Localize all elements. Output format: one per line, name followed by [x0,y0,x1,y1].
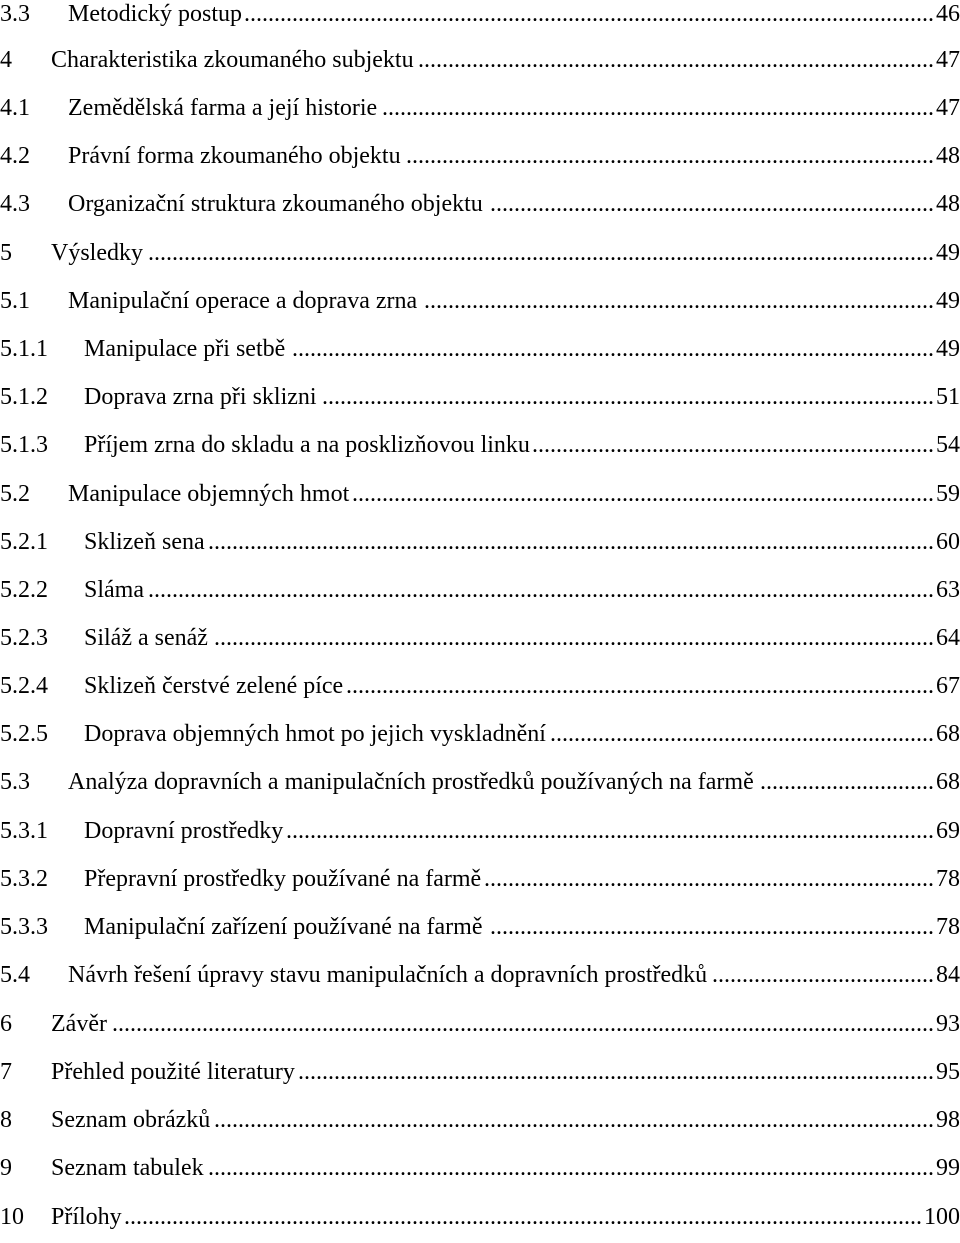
toc-entry-title: Sklizeň sena [84,529,205,555]
toc-entry[interactable] [0,913,960,953]
toc-entry-number: 5.2.5 [0,721,48,747]
dot-leader: ........................................................................... [484,866,934,892]
toc-entry-number: 8 [0,1107,12,1133]
dot-leader: ................................................................................................. [352,481,934,507]
dot-leader: ........................................................................................................... [292,336,934,362]
dot-leader: ........................................................................................................................ [214,625,934,651]
toc-entry-page: 99 [936,1155,960,1181]
toc-entry-page: 63 [936,577,960,603]
toc-entry-title: Manipulační zařízení používané na farmě [84,914,483,940]
toc-entry-number: 5.2.1 [0,529,48,555]
toc-entry[interactable] [0,624,960,664]
dot-leader: ..................................................................................................................................... [124,1204,922,1230]
toc-entry-title: Doprava zrna při sklizni [84,384,317,410]
toc-entry[interactable] [0,190,960,230]
toc-entry-number: 5.2 [0,481,30,507]
toc-entry-number: 5.3.1 [0,818,48,844]
toc-entry-page: 49 [936,336,960,362]
toc-entry-title: Sláma [84,577,144,603]
toc-entry[interactable] [0,287,960,327]
toc-entry[interactable] [0,431,960,471]
dot-leader: ...................................................................................... [418,47,934,73]
dot-leader: ................................................................................................................................... [148,240,934,266]
toc-entry-title: Manipulace při setbě [84,336,286,362]
toc-entry-number: 5.2.2 [0,577,48,603]
toc-entry-page: 64 [936,625,960,651]
toc-entry-number: 5.1.3 [0,432,48,458]
toc-entry[interactable] [0,383,960,423]
toc-entry-page: 54 [936,432,960,458]
dot-leader: ...................................................................................................... [322,384,934,410]
toc-entry-page: 78 [936,914,960,940]
toc-entry[interactable] [0,672,960,712]
dot-leader: ......................................................................................................................................... [112,1011,934,1037]
toc-entry-title: Manipulační operace a doprava zrna [68,288,418,314]
toc-entry[interactable] [0,1058,960,1098]
toc-entry[interactable] [0,865,960,905]
toc-entry-page: 46 [936,1,960,27]
dot-leader: ................................................................ [550,721,934,747]
toc-entry-title: Charakteristika zkoumaného subjektu [51,47,414,73]
toc-entry-number: 4.2 [0,143,30,169]
toc-entry-page: 84 [936,962,960,988]
toc-entry[interactable] [0,528,960,568]
dot-leader: .................................................................................................. [346,673,934,699]
toc-entry-title: Organizační struktura zkoumaného objektu [68,191,483,217]
dot-leader: .......................................................................... [490,914,934,940]
toc-entry[interactable] [0,817,960,857]
toc-entry[interactable] [0,1203,960,1243]
toc-entry[interactable] [0,961,960,1001]
toc-entry-title: Návrh řešení úpravy stavu manipulačních a dopravních prostředků [68,962,708,988]
toc-entry-title: Metodický postup [68,1,242,27]
toc-entry-page: 93 [936,1011,960,1037]
toc-entry[interactable] [0,46,960,86]
toc-entry-number: 5.1.2 [0,384,48,410]
toc-entry-title: Závěr [51,1011,107,1037]
toc-entry-title: Seznam tabulek [51,1155,204,1181]
dot-leader: ........................................................................................ [406,143,934,169]
toc-entry-title: Přepravní prostředky používané na farmě [84,866,482,892]
toc-entry-page: 51 [936,384,960,410]
toc-entry-title: Siláž a senáž [84,625,208,651]
toc-entry-number: 5.4 [0,962,30,988]
dot-leader: .......................................................................... [490,191,934,217]
toc-entry-page: 68 [936,769,960,795]
toc-entry-title: Právní forma zkoumaného objektu [68,143,401,169]
toc-entry-number: 5.1 [0,288,30,314]
toc-entry-number: 4 [0,47,12,73]
toc-entry[interactable] [0,0,960,40]
toc-entry-number: 3.3 [0,1,30,27]
toc-entry-number: 5.3 [0,769,30,795]
dot-leader: ............................................................................................ [382,95,934,121]
toc-entry-title: Sklizeň čerstvé zelené píce [84,673,344,699]
dot-leader: ......................................................................................................................... [208,529,934,555]
toc-entry-page: 78 [936,866,960,892]
toc-entry-number: 5.1.1 [0,336,48,362]
toc-entry-number: 4.3 [0,191,30,217]
toc-entry-title: Zemědělská farma a její historie [68,95,378,121]
toc-entry-title: Dopravní prostředky [84,818,284,844]
toc-entry-page: 47 [936,47,960,73]
toc-entry[interactable] [0,576,960,616]
dot-leader: ..................................... [712,962,934,988]
toc-entry[interactable] [0,720,960,760]
toc-entry-page: 98 [936,1107,960,1133]
toc-entry-number: 4.1 [0,95,30,121]
toc-entry-page: 48 [936,191,960,217]
dot-leader: ................................................................... [532,432,934,458]
toc-entry-page: 59 [936,481,960,507]
toc-entry[interactable] [0,335,960,375]
toc-entry-number: 6 [0,1011,12,1037]
dot-leader: ..................................................................................... [424,288,934,314]
toc-entry-number: 5.3.2 [0,866,48,892]
toc-entry-title: Výsledky [51,240,143,266]
toc-entry-title: Analýza dopravních a manipulačních prostředků používaných na farmě [68,769,754,795]
toc-entry-page: 100 [924,1204,960,1230]
dot-leader: ................................................................................................................................... [148,577,934,603]
dot-leader: .......................................................................................................... [298,1059,934,1085]
toc-entry[interactable] [0,142,960,182]
toc-entry-page: 48 [936,143,960,169]
toc-entry[interactable] [0,94,960,134]
toc-entry[interactable] [0,1106,960,1146]
toc-entry-number: 5 [0,240,12,266]
toc-entry-number: 5.3.3 [0,914,48,940]
toc-entry-page: 49 [936,288,960,314]
toc-entry-page: 68 [936,721,960,747]
toc-entry[interactable] [0,1010,960,1050]
toc-entry-page: 95 [936,1059,960,1085]
toc-entry[interactable] [0,239,960,279]
toc-entry-title: Doprava objemných hmot po jejich vyskladnění [84,721,546,747]
toc-entry-page: 49 [936,240,960,266]
dot-leader: ............................. [760,769,934,795]
toc-entry-title: Příjem zrna do skladu a na posklizňovou linku [84,432,530,458]
toc-entry-page: 69 [936,818,960,844]
dot-leader: ......................................................................................................................... [208,1155,934,1181]
dot-leader: ................................................................................................................... [244,1,934,27]
toc-entry[interactable] [0,768,960,808]
toc-entry-number: 7 [0,1059,12,1085]
toc-entry-number: 5.2.4 [0,673,48,699]
dot-leader: ........................................................................................................................ [214,1107,934,1133]
toc-entry[interactable] [0,480,960,520]
toc-entry-number: 9 [0,1155,12,1181]
toc-entry-title: Seznam obrázků [51,1107,211,1133]
toc-entry-page: 67 [936,673,960,699]
toc-entry-title: Přehled použité literatury [51,1059,295,1085]
toc-entry-number: 10 [0,1204,24,1230]
toc-entry-title: Přílohy [51,1204,122,1230]
toc-entry-page: 47 [936,95,960,121]
dot-leader: ............................................................................................................ [286,818,934,844]
toc-entry-number: 5.2.3 [0,625,48,651]
toc-entry-page: 60 [936,529,960,555]
toc-entry[interactable] [0,1154,960,1194]
toc-entry-title: Manipulace objemných hmot [68,481,350,507]
